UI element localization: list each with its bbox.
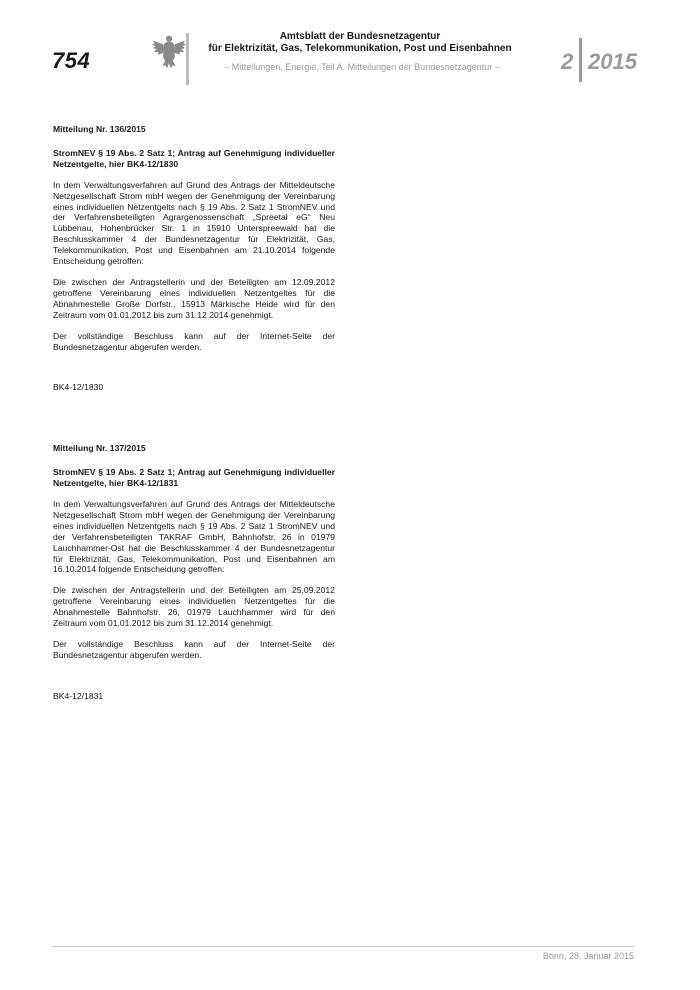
issue-year: 2015 — [588, 49, 637, 74]
header-divider — [186, 33, 189, 85]
mitteilung-paragraph: Die zwischen der Antragstellerin und der Beteiligten am 12.09.2012 getroffene Vereinbarung eines individuellen Netzentgeltes für die Abnahmestelle Große Dorfstr., 15913 Märkische Heide wird für den Zeitraum vom 01.01.2012 bis zum 31.12.2014 genehmigt. — [53, 276, 335, 320]
header-title-line1: Amtsblatt der Bundesnetzagentur — [279, 31, 441, 42]
mitteilung-paragraph: In dem Verwaltungsverfahren auf Grund des Antrags der Mitteldeutsche Netzgesellschaft Strom mbH wegen der Genehmigung der Vereinbarung eines individuellen Netzentgelts nach § 19 Abs. 2 Satz 1 StromNEV und der Verfahrensbeteiligten TAKRAF GmbH, Bahnhofstr. 26 in 01979 Lauchhammer-Ost hat die Beschlusskammer 4 der Bundesnetzagentur für Elektrizität, Gas, Telekommunikation, Post und Eisenbahnen am 16.10.2014 folgende Entscheidung getroffen: — [53, 499, 335, 575]
mitteilung-136 — [53, 124, 335, 393]
header-subtitle: – Mitteilungen, Energie, Teil A, Mitteilungen der Bundesnetzagentur – — [224, 62, 500, 72]
mitteilung-paragraph: Die zwischen der Antragstellerin und der Beteiligten am 25.09.2012 getroffene Vereinbarung eines individuellen Netzentgeltes für die Abnahmestelle Bahnhofstr. 26, 01979 Lauchhammer wird für den Zeitraum vom 01.01.2012 bis zum 31.12.2014 genehmigt. — [53, 585, 335, 629]
mitteilung-paragraph: Der vollständige Beschluss kann auf der Internet-Seite der Bundesnetzagentur abgerufen werden. — [53, 639, 335, 660]
mitteilung-title: Mitteilung Nr. 137/2015 — [53, 443, 146, 454]
mitteilung-subject: StromNEV § 19 Abs. 2 Satz 1; Antrag auf Genehmigung individueller Netzentgelte, hier BK4-12/1831 — [53, 467, 335, 489]
mitteilung-subject: StromNEV § 19 Abs. 2 Satz 1; Antrag auf Genehmigung individueller Netzentgelte, hier BK4-12/1830 — [53, 147, 335, 169]
issue-number: 2 — [561, 49, 574, 74]
mitteilung-paragraph: Der vollständige Beschluss kann auf der Internet-Seite der Bundesnetzagentur abgerufen werden. — [53, 330, 335, 352]
footer-divider — [52, 946, 634, 947]
mitteilung-reference: BK4-12/1831 — [53, 690, 104, 701]
footer-date: Bonn, 28. Januar 2015 — [542, 951, 634, 961]
issue-divider — [579, 38, 582, 82]
main-content — [53, 124, 335, 702]
federal-eagle-icon — [150, 32, 188, 70]
mitteilung-title: Mitteilung Nr. 136/2015 — [53, 124, 146, 134]
mitteilung-137 — [53, 443, 335, 701]
page-number: 754 — [52, 48, 91, 73]
header-title-line2: für Elektrizität, Gas, Telekommunikation, Post und Eisenbahnen — [208, 43, 512, 54]
section-spacer — [53, 393, 335, 443]
mitteilung-paragraph: In dem Verwaltungsverfahren auf Grund des Antrags der Mitteldeutsche Netzgesellschaft Strom mbH wegen der Genehmigung der Vereinbarung eines individuellen Netzentgelts nach § 19 Abs. 2 Satz 1 StromNEV und der Verfahrensbeteiligten Agrargenossenschaft „Spreetal eG“ Neu Lübbenau, Hohenbrücker Str. 1 in 15910 Unterspreewald hat die Beschlusskammer 4 der Bundesnetzagentur für Elektrizität, Gas, Telekommunikation, Post und Eisenbahnen am 21.10.2014 folgende Entscheidung getroffen: — [53, 179, 335, 267]
mitteilung-reference: BK4-12/1830 — [53, 382, 104, 393]
